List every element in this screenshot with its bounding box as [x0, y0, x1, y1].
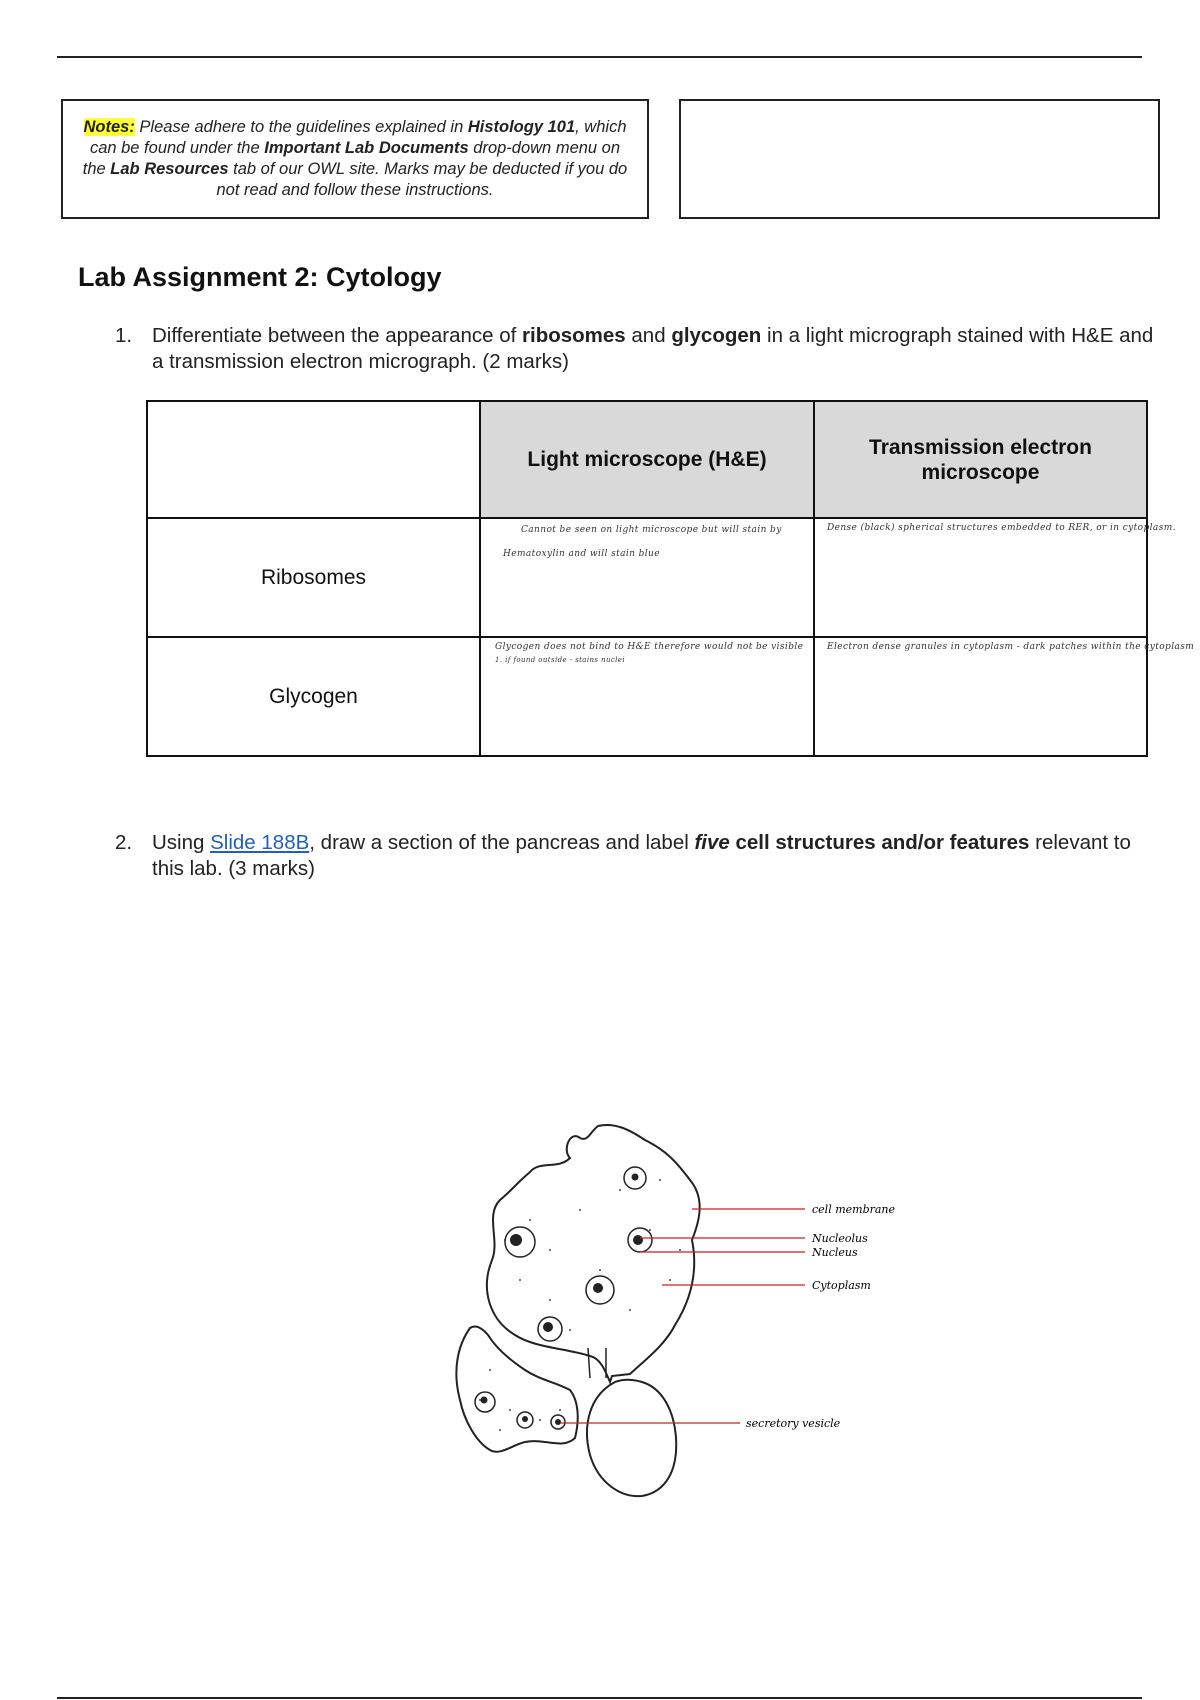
page-title: Lab Assignment 2: Cytology: [78, 262, 442, 292]
question-2-text: Using Slide 188B, draw a section of the pancreas and label five cell structures and/or features relevant to this lab. (3 marks): [152, 831, 1131, 880]
small-cell-outline: [456, 1326, 577, 1451]
label-secretory-vesicle: secretory vesicle: [746, 1417, 841, 1430]
vesicle-outline: [587, 1380, 676, 1496]
row-label-glycogen: Glycogen: [147, 637, 480, 756]
nuclei: [475, 1167, 652, 1429]
question-1-text: Differentiate between the appearance of ribosomes and glycogen in a light micrograph stained with H&E and a transmission electron micrograph. (2 marks): [152, 324, 1154, 373]
question-2-number: 2.: [115, 831, 133, 854]
label-lines: [560, 1209, 805, 1423]
label-cell-membrane: cell membrane: [812, 1203, 896, 1216]
header-light-microscope: Light microscope (H&E): [480, 401, 814, 518]
top-rule: [57, 56, 1142, 58]
row-label-ribosomes: Ribosomes: [147, 518, 480, 637]
table-header-row: [147, 401, 1147, 518]
glycogen-light-answer: Glycogen does not bind to H&E therefore would not be visible 1. if found outside - stains nuclei: [480, 637, 814, 756]
label-nucleus: Nucleus: [812, 1246, 858, 1259]
bottom-rule: [57, 1697, 1142, 1699]
slide-link[interactable]: Slide 188B: [210, 831, 310, 854]
notes-label: Notes:: [83, 118, 135, 136]
answer-table: [146, 400, 1195, 757]
glycogen-tem-answer: Electron dense granules in cytoplasm - dark patches within the cytoplasm: [814, 637, 1147, 756]
label-cytoplasm: Cytoplasm: [812, 1279, 871, 1292]
label-nucleolus: Nucleolus: [812, 1232, 868, 1245]
header-tem: Transmission electron microscope: [814, 401, 1147, 518]
table-corner-cell: [147, 401, 480, 518]
nucleoli: [481, 1174, 644, 1426]
question-1-number: 1.: [115, 324, 133, 347]
ribosomes-tem-answer: Dense (black) spherical structures embedded to RER, or in cytoplasm.: [814, 518, 1147, 637]
blank-box: [679, 99, 1160, 219]
notes-text: Notes: Please adhere to the guidelines explained in Histology 101, which can be found under the Important Lab Documents drop-down menu on the Lab Resources tab of our OWL site. Marks may be deducted if you do not read and follow these instructions.: [82, 118, 628, 199]
pancreas-drawing: [430, 1120, 970, 1510]
notes-box: [61, 99, 649, 219]
table-row: [147, 518, 1147, 637]
cell-outline: [487, 1125, 700, 1382]
cytoplasm-speckles: [479, 1179, 681, 1431]
ribosomes-light-answer: Cannot be seen on light microscope but will stain by Hematoxylin and will stain blue: [480, 518, 814, 637]
table-row: [147, 637, 1147, 756]
